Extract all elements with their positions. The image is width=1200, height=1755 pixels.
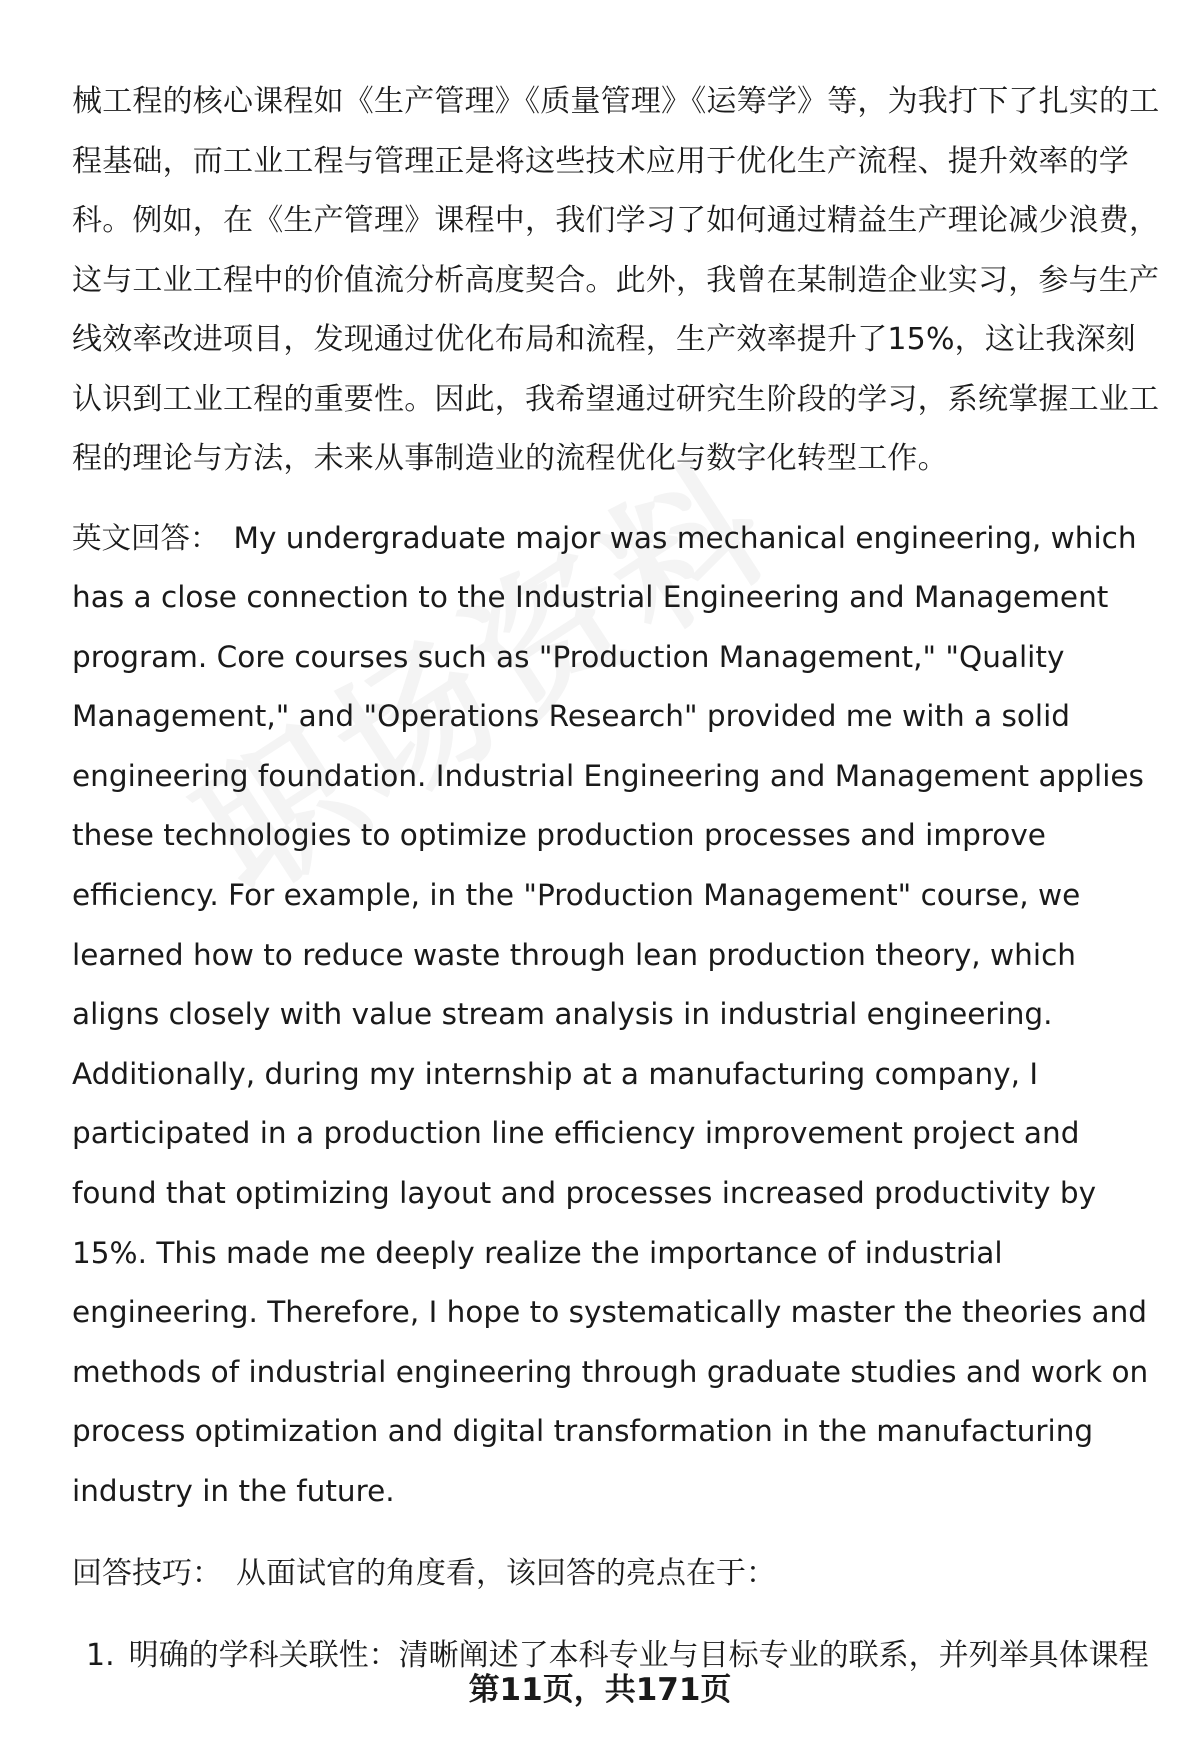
list-item-text: 明确的学科关联性：清晰阐述了本科专业与目标专业的联系，并列举具体课程 xyxy=(128,1637,1149,1673)
document-page xyxy=(72,72,1162,1686)
page-number-footer: 第11页，共171页 xyxy=(468,1672,732,1708)
answer-tips-intro: 从面试官的角度看，该回答的亮点在于： xyxy=(236,1555,776,1591)
list-item-number: 1. xyxy=(86,1637,115,1673)
answer-tips-heading xyxy=(72,1544,1162,1604)
answer-tips-label: 回答技巧： xyxy=(72,1555,222,1591)
english-answer-label: 英文回答： xyxy=(72,520,220,555)
chinese-answer-paragraph: 械工程的核心课程如《生产管理》《质量管理》《运筹学》等，为我打下了扎实的工程基础，而工业工程与管理正是将这些技术应用于优化生产流程、提升效率的学科。例如，在《生产管理》课程中，我们学习了如何通过精益生产理论减少浪费，这与工业工程中的价值流分析高度契合。此外，我曾在某制造企业实习，参与生产线效率改进项目，发现通过优化布局和流程，生产效率提升了15%，这让我深刻认识到工业工程的重要性。因此，我希望通过研究生阶段的学习，系统掌握工业工程的理论与方法，未来从事制造业的流程优化与数字化转型工作。 xyxy=(72,84,1160,476)
english-answer-text: My undergraduate major was mechanical engineering, which has a close connection to the Industrial Engineering and Management program. Core courses such as "Production Management," "Quality Management," and "Operations Research" provided me with a solid engineering foundation. Industrial Engineering and Management applies these technologies to optimize production processes and improve efficiency. For example, in the "Production Management" course, we learned how to reduce waste through lean production theory, which aligns closely with value stream analysis in industrial engineering. Additionally, during my internship at a manufacturing company, I participated in a production line efficiency improvement project and found that optimizing layout and processes increased productivity by 15%. This made me deeply realize the importance of industrial engineering. Therefore, I hope to systematically master the theories and methods of industrial engineering through graduate studies and work on process optimization and digital transformation in the manufacturing industry in the future. xyxy=(72,520,1149,1508)
english-answer-paragraph xyxy=(72,509,1162,1522)
